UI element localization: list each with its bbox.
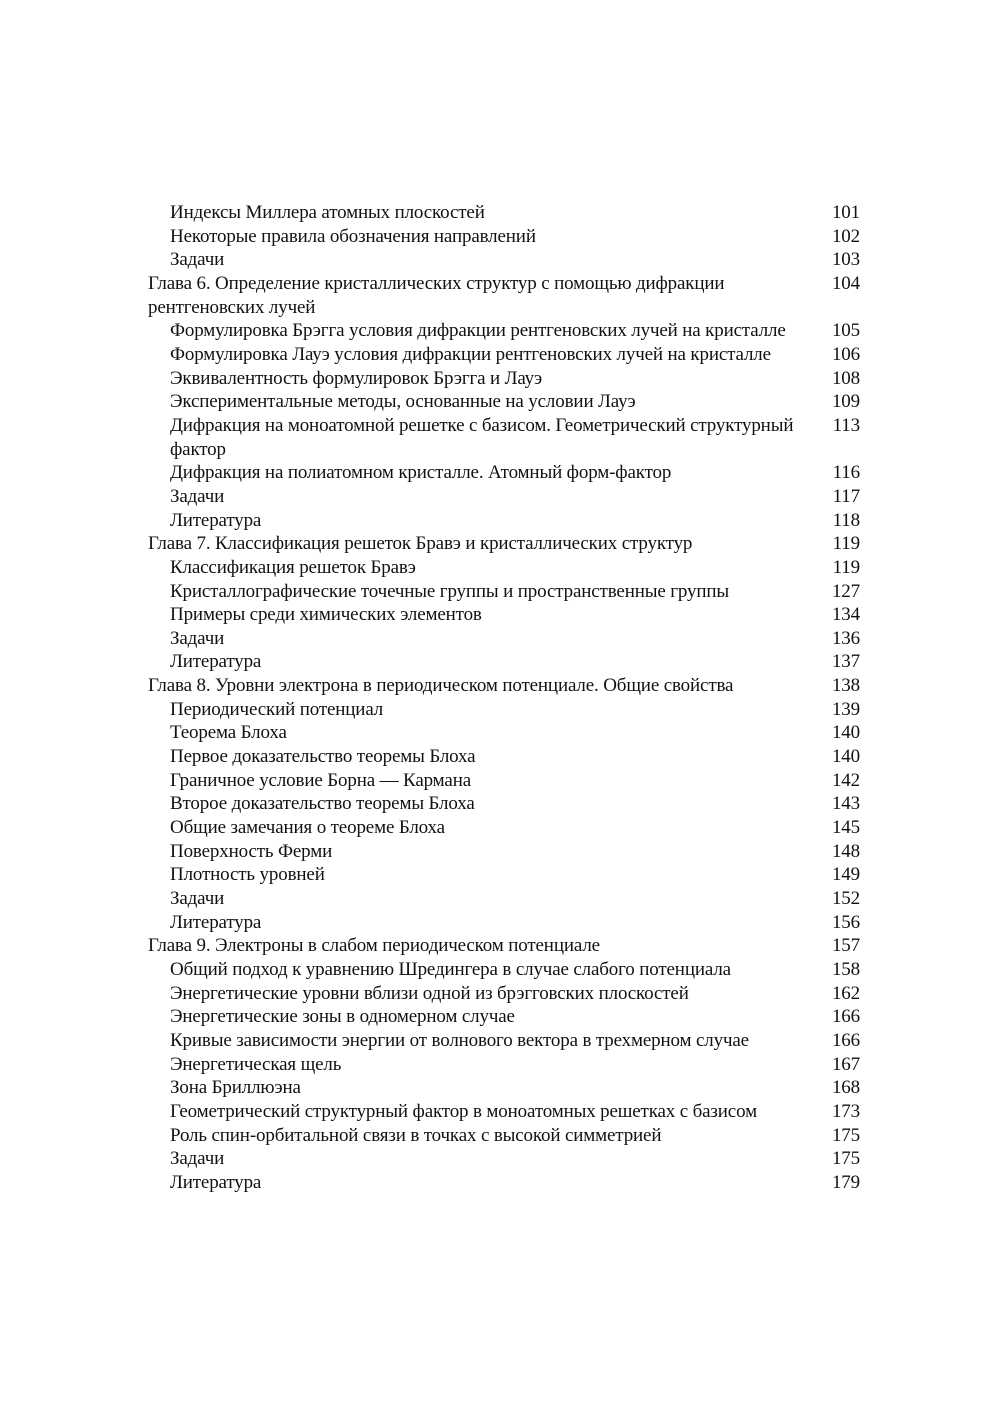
toc-entry-page-number: 175 [831,1124,860,1146]
toc-entry-title: Задачи [170,888,225,910]
toc-entry-title: Кристаллографические точечные группы и пространственные группы [170,580,729,602]
toc-section-entry [148,1171,860,1195]
toc-entry-title: Глава 8. Уровни электрона в периодическом потенциале. Общие свойства [148,675,734,697]
toc-entry-page-number: 149 [831,864,860,886]
toc-section-entry [148,201,860,225]
toc-entry-title: Формулировка Брэгга условия дифракции рентгеновских лучей на кристалле [170,320,786,342]
toc-entry-title: Некоторые правила обозначения направлений [170,225,536,247]
toc-section-entry [148,698,860,722]
toc-entry-title: Зона Бриллюэна [170,1077,301,1099]
toc-entry-title: Плотность уровней [170,864,325,886]
toc-entry-title: Литература [170,1171,262,1193]
toc-entry-title: Энергетическая щель [170,1053,342,1075]
toc-entry-page-number: 109 [831,391,860,413]
toc-entry-title: Глава 9. Электроны в слабом периодическом потенциале [148,935,600,957]
toc-entry-title: Формулировка Лауэ условия дифракции рентгеновских лучей на кристалле [170,343,771,365]
toc-entry-title: Энергетические зоны в одномерном случае [170,1006,515,1028]
toc-section-entry [148,840,860,864]
toc-entry-page-number: 138 [831,675,860,697]
toc-entry-title: Дифракция на моноатомной решетке с базисом. Геометрический структурный фактор [170,414,794,460]
toc-entry-title: Экспериментальные методы, основанные на условии Лауэ [170,391,636,413]
toc-chapter-entry [148,674,860,698]
toc-section-entry [148,319,860,343]
toc-section-entry [148,556,860,580]
toc-chapter-entry [148,934,860,958]
toc-section-entry [148,509,860,533]
toc-entry-title: Периодический потенциал [170,698,384,720]
toc-entry-page-number: 108 [831,367,860,389]
toc-section-entry [148,1076,860,1100]
toc-entry-page-number: 127 [831,580,860,602]
toc-chapter-entry [148,532,860,556]
toc-entry-page-number: 119 [832,556,860,578]
toc-entry-title: Задачи [170,249,225,271]
toc-section-entry [148,1005,860,1029]
toc-entry-page-number: 117 [832,485,860,507]
toc-entry-page-number: 167 [831,1053,860,1075]
toc-entry-title: Литература [170,651,262,673]
toc-entry-page-number: 102 [831,225,860,247]
toc-section-entry [148,650,860,674]
toc-section-entry [148,982,860,1006]
toc-entry-page-number: 103 [831,249,860,271]
toc-entry-page-number: 116 [832,462,860,484]
toc-entry-page-number: 106 [831,343,860,365]
toc-entry-title: Энергетические уровни вблизи одной из брэгговских плоскостей [170,982,689,1004]
toc-entry-title: Общий подход к уравнению Шредингера в случае слабого потенциала [170,959,731,980]
toc-section-entry [148,603,860,627]
toc-entry-page-number: 136 [831,627,860,649]
toc-entry-title: Граничное условие Борна — Кармана [170,769,471,791]
toc-entry-page-number: 148 [831,840,860,862]
table-of-contents [148,201,860,1195]
toc-section-entry [148,792,860,816]
toc-section-entry [148,390,860,414]
toc-section-entry [148,367,860,391]
toc-section-entry [148,769,860,793]
toc-section-entry [148,580,860,604]
toc-entry-title: Роль спин-орбитальной связи в точках с высокой симметрией [170,1124,662,1146]
toc-entry-page-number: 179 [831,1171,860,1193]
toc-section-entry [148,461,860,485]
toc-entry-title: Геометрический структурный фактор в моноатомных решетках с базисом [170,1100,757,1122]
toc-entry-title: Первое доказательство теоремы Блоха [170,746,476,768]
toc-entry-page-number: 113 [832,414,860,436]
toc-entry-page-number: 104 [831,272,860,294]
toc-section-entry [148,1124,860,1148]
toc-entry-title: Задачи [170,485,225,507]
toc-section-entry [148,414,860,461]
toc-entry-page-number: 143 [831,793,860,815]
toc-entry-page-number: 140 [831,746,860,768]
toc-entry-page-number: 173 [831,1100,860,1122]
toc-entry-title: Эквивалентность формулировок Брэгга и Лауэ [170,367,543,389]
toc-entry-page-number: 101 [831,202,860,223]
toc-entry-title: Классификация решеток Бравэ [170,556,416,578]
toc-entry-title: Задачи [170,627,225,649]
toc-entry-title: Общие замечания о теореме Блоха [170,817,445,839]
toc-entry-page-number: 140 [831,722,860,744]
toc-entry-page-number: 142 [831,769,860,791]
toc-entry-page-number: 145 [831,817,860,839]
toc-entry-page-number: 158 [831,959,860,980]
toc-entry-page-number: 156 [831,911,860,933]
toc-entry-title: Теорема Блоха [170,722,287,744]
toc-section-entry [148,225,860,249]
toc-entry-page-number: 166 [831,1006,860,1028]
toc-chapter-entry [148,272,860,319]
toc-section-entry [148,887,860,911]
toc-section-entry [148,958,860,982]
toc-section-entry [148,1147,860,1171]
toc-entry-title: Второе доказательство теоремы Блоха [170,793,475,815]
toc-entry-title: Примеры среди химических элементов [170,604,482,626]
toc-entry-title: Дифракция на полиатомном кристалле. Атомный форм-фактор [170,462,672,484]
toc-entry-title: Задачи [170,1148,225,1170]
toc-entry-title: Кривые зависимости энергии от волнового вектора в трехмерном случае [170,1029,749,1051]
toc-section-entry [148,816,860,840]
toc-section-entry [148,745,860,769]
toc-entry-page-number: 105 [831,320,860,342]
toc-entry-title: Глава 7. Классификация решеток Бравэ и кристаллических структур [148,533,693,555]
toc-section-entry [148,1100,860,1124]
toc-entry-page-number: 166 [831,1029,860,1051]
toc-entry-page-number: 137 [831,651,860,673]
toc-section-entry [148,343,860,367]
toc-entry-page-number: 175 [831,1148,860,1170]
toc-entry-page-number: 118 [832,509,860,531]
toc-entry-page-number: 157 [831,935,860,957]
toc-section-entry [148,721,860,745]
toc-entry-page-number: 139 [831,698,860,720]
toc-entry-page-number: 119 [832,533,860,555]
toc-entry-title: Индексы Миллера атомных плоскостей [170,202,485,223]
toc-entry-title: Поверхность Ферми [170,840,333,862]
toc-section-entry [148,485,860,509]
toc-section-entry [148,627,860,651]
toc-entry-page-number: 168 [831,1077,860,1099]
toc-entry-page-number: 134 [831,604,860,626]
toc-section-entry [148,911,860,935]
toc-section-entry [148,863,860,887]
toc-entry-title: Глава 6. Определение кристаллических структур с помощью дифракции рентгеновских лучей [148,272,725,318]
toc-section-entry [148,1029,860,1053]
toc-entry-title: Литература [170,911,262,933]
toc-section-entry [148,248,860,272]
toc-entry-title: Литература [170,509,262,531]
toc-entry-page-number: 162 [831,982,860,1004]
toc-entry-page-number: 152 [831,888,860,910]
toc-section-entry [148,1053,860,1077]
